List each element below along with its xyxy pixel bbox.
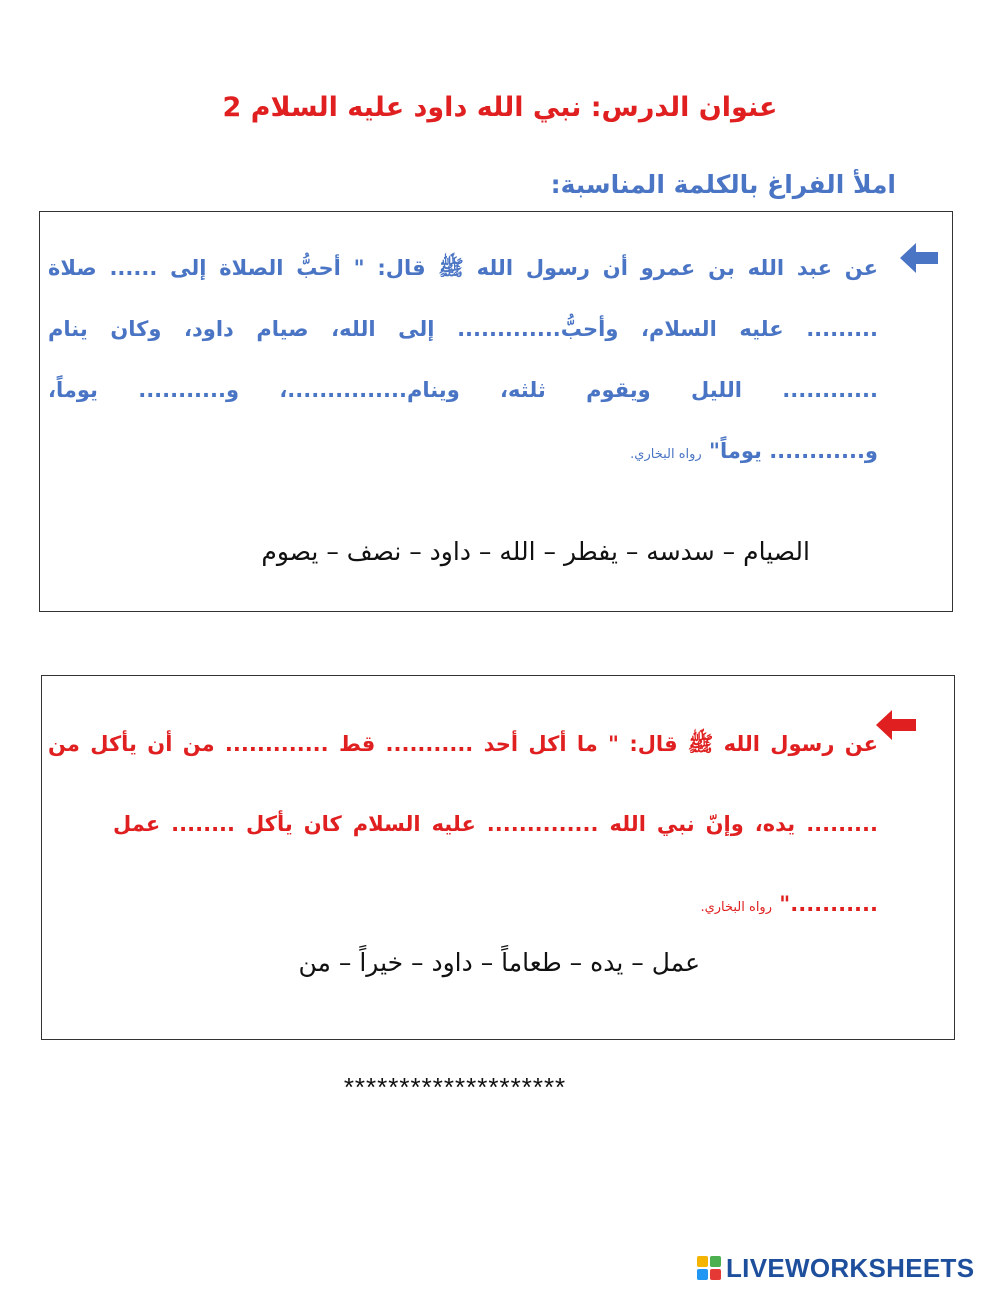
paragraph-line: ......... يده، وإنّ نبي الله .............. عليه السلام كان يأكل ........ عمل	[113, 812, 878, 836]
arrow-left-icon	[898, 240, 940, 276]
paragraph-line-last	[48, 864, 878, 948]
source-citation: رواه البخاري.	[630, 447, 702, 462]
source-citation: رواه البخاري.	[700, 900, 772, 915]
arrow-left-icon	[874, 707, 918, 743]
page-title: عنوان الدرس: نبي الله داود عليه السلام 2	[222, 92, 778, 123]
instruction-heading: املأ الفراغ بالكلمة المناسبة:	[550, 170, 896, 199]
word-bank-1: الصيام – سدسه – يفطر – الله – داود – نصف – يصوم	[261, 537, 810, 566]
paragraph-line: عن رسول الله ﷺ قال: " ما أكل أحد ........... قط ............. من أن يأكل من	[48, 732, 878, 756]
hadith-paragraph-2	[48, 704, 878, 948]
brand-name: LIVEWORKSHEETS	[726, 1252, 975, 1283]
paragraph-line: ......... عليه السلام، وأحبُّ............. إلى الله، صيام داود، وكان ينام	[48, 317, 878, 341]
separator: ********************	[343, 1072, 567, 1102]
brand-footer[interactable]	[696, 1252, 974, 1284]
paragraph-line-last	[48, 421, 878, 485]
paragraph-line: ..........."	[779, 892, 878, 916]
hadith-paragraph-1	[48, 238, 878, 485]
paragraph-line: ............ الليل ويقوم ثلثه، وينام...............، و........... يوماً،	[48, 378, 878, 402]
paragraph-line: و............ يوماً"	[709, 439, 878, 463]
paragraph-line: عن عبد الله بن عمرو أن رسول الله ﷺ قال: " أحبُّ الصلاة إلى ...... صلاة	[48, 256, 878, 280]
word-bank-2: عمل – يده – طعاماً – داود – خيراً – من	[298, 948, 700, 977]
liveworksheets-logo-icon	[696, 1255, 722, 1281]
